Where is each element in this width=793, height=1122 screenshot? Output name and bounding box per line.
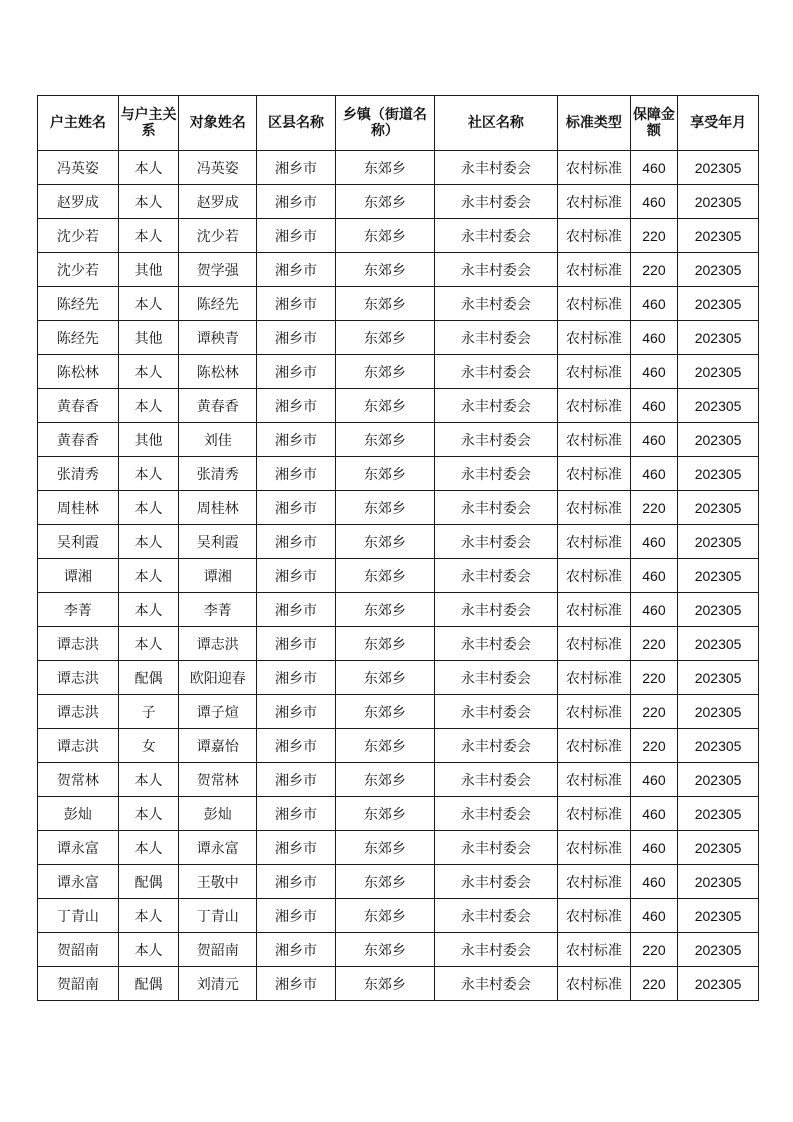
- community-cell: 永丰村委会: [434, 321, 557, 355]
- recipient-name-cell: 赵罗成: [179, 185, 257, 219]
- header-row: [38, 96, 759, 151]
- table-row: [38, 763, 759, 797]
- county-cell: 湘乡市: [257, 797, 336, 831]
- relation-cell: 其他: [118, 253, 179, 287]
- head-of-household-cell: 贺常林: [38, 763, 119, 797]
- head-of-household-cell: 谭志洪: [38, 695, 119, 729]
- table-row: [38, 287, 759, 321]
- standard-type-cell: 农村标准: [558, 899, 631, 933]
- county-cell: 湘乡市: [257, 423, 336, 457]
- standard-type-cell: 农村标准: [558, 321, 631, 355]
- table-row: [38, 899, 759, 933]
- period-cell: 202305: [678, 321, 759, 355]
- community-cell: 永丰村委会: [434, 695, 557, 729]
- county-cell: 湘乡市: [257, 593, 336, 627]
- amount-cell: 460: [630, 899, 677, 933]
- relation-cell: 配偶: [118, 661, 179, 695]
- community-cell: 永丰村委会: [434, 287, 557, 321]
- standard-type-cell: 农村标准: [558, 355, 631, 389]
- amount-header: 保障金额: [630, 96, 677, 151]
- period-cell: 202305: [678, 253, 759, 287]
- head-of-household-cell: 赵罗成: [38, 185, 119, 219]
- table-body: [38, 151, 759, 1001]
- standard-type-cell: 农村标准: [558, 627, 631, 661]
- table-row: [38, 695, 759, 729]
- table-row: [38, 491, 759, 525]
- community-cell: 永丰村委会: [434, 865, 557, 899]
- recipient-name-cell: 欧阳迎春: [179, 661, 257, 695]
- community-cell: 永丰村委会: [434, 797, 557, 831]
- recipient-name-cell: 张清秀: [179, 457, 257, 491]
- county-cell: 湘乡市: [257, 525, 336, 559]
- recipient-name-cell: 黄春香: [179, 389, 257, 423]
- county-cell: 湘乡市: [257, 219, 336, 253]
- community-cell: 永丰村委会: [434, 967, 557, 1001]
- amount-cell: 220: [630, 933, 677, 967]
- township-cell: 东郊乡: [335, 185, 434, 219]
- recipient-name-cell: 谭嘉怡: [179, 729, 257, 763]
- amount-cell: 220: [630, 729, 677, 763]
- table-row: [38, 593, 759, 627]
- standard-type-cell: 农村标准: [558, 763, 631, 797]
- period-cell: 202305: [678, 423, 759, 457]
- community-cell: 永丰村委会: [434, 763, 557, 797]
- relation-cell: 本人: [118, 287, 179, 321]
- county-cell: 湘乡市: [257, 661, 336, 695]
- head-of-household-cell: 谭永富: [38, 865, 119, 899]
- county-cell: 湘乡市: [257, 253, 336, 287]
- period-cell: 202305: [678, 933, 759, 967]
- county-cell: 湘乡市: [257, 899, 336, 933]
- table-row: [38, 253, 759, 287]
- relation-cell: 本人: [118, 797, 179, 831]
- standard-type-cell: 农村标准: [558, 933, 631, 967]
- relation-cell: 配偶: [118, 865, 179, 899]
- amount-cell: 460: [630, 151, 677, 185]
- community-cell: 永丰村委会: [434, 185, 557, 219]
- relation-cell: 其他: [118, 321, 179, 355]
- township-cell: 东郊乡: [335, 253, 434, 287]
- head-of-household-cell: 谭志洪: [38, 729, 119, 763]
- standard-type-cell: 农村标准: [558, 219, 631, 253]
- recipient-name-cell: 谭志洪: [179, 627, 257, 661]
- period-cell: 202305: [678, 967, 759, 1001]
- county-cell: 湘乡市: [257, 831, 336, 865]
- table-header: [38, 96, 759, 151]
- township-cell: 东郊乡: [335, 627, 434, 661]
- township-cell: 东郊乡: [335, 967, 434, 1001]
- township-cell: 东郊乡: [335, 491, 434, 525]
- county-cell: 湘乡市: [257, 355, 336, 389]
- standard-type-cell: 农村标准: [558, 831, 631, 865]
- township-cell: 东郊乡: [335, 593, 434, 627]
- head-of-household-cell: 冯英姿: [38, 151, 119, 185]
- period-cell: 202305: [678, 457, 759, 491]
- community-cell: 永丰村委会: [434, 559, 557, 593]
- amount-cell: 220: [630, 627, 677, 661]
- township-cell: 东郊乡: [335, 899, 434, 933]
- amount-cell: 460: [630, 423, 677, 457]
- head-of-household-cell: 黄春香: [38, 389, 119, 423]
- recipient-name-cell: 丁青山: [179, 899, 257, 933]
- head-of-household-cell: 丁青山: [38, 899, 119, 933]
- recipient-name-cell: 李菁: [179, 593, 257, 627]
- standard-type-cell: 农村标准: [558, 525, 631, 559]
- county-cell: 湘乡市: [257, 695, 336, 729]
- period-cell: 202305: [678, 219, 759, 253]
- relation-cell: 本人: [118, 763, 179, 797]
- table-row: [38, 389, 759, 423]
- amount-cell: 460: [630, 559, 677, 593]
- recipient-name-cell: 谭秧青: [179, 321, 257, 355]
- community-cell: 永丰村委会: [434, 525, 557, 559]
- relation-cell: 本人: [118, 593, 179, 627]
- recipient-name-cell: 刘佳: [179, 423, 257, 457]
- county-cell: 湘乡市: [257, 491, 336, 525]
- period-cell: 202305: [678, 355, 759, 389]
- community-cell: 永丰村委会: [434, 151, 557, 185]
- head-of-household-cell: 陈松林: [38, 355, 119, 389]
- amount-cell: 460: [630, 321, 677, 355]
- amount-cell: 220: [630, 253, 677, 287]
- head-of-household-cell: 吴利霞: [38, 525, 119, 559]
- amount-cell: 460: [630, 185, 677, 219]
- head-of-household-cell: 沈少若: [38, 253, 119, 287]
- head-of-household-cell: 贺韶南: [38, 933, 119, 967]
- head-of-household-header: 户主姓名: [38, 96, 119, 151]
- head-of-household-cell: 黄春香: [38, 423, 119, 457]
- community-cell: 永丰村委会: [434, 219, 557, 253]
- table-row: [38, 865, 759, 899]
- amount-cell: 220: [630, 967, 677, 1001]
- amount-cell: 460: [630, 593, 677, 627]
- county-cell: 湘乡市: [257, 967, 336, 1001]
- community-cell: 永丰村委会: [434, 729, 557, 763]
- recipient-name-cell: 彭灿: [179, 797, 257, 831]
- county-header: 区县名称: [257, 96, 336, 151]
- township-cell: 东郊乡: [335, 695, 434, 729]
- community-cell: 永丰村委会: [434, 491, 557, 525]
- table-row: [38, 151, 759, 185]
- amount-cell: 220: [630, 219, 677, 253]
- relation-cell: 本人: [118, 525, 179, 559]
- county-cell: 湘乡市: [257, 185, 336, 219]
- recipient-name-cell: 贺韶南: [179, 933, 257, 967]
- recipient-name-cell: 谭子煊: [179, 695, 257, 729]
- amount-cell: 460: [630, 525, 677, 559]
- community-header: 社区名称: [434, 96, 557, 151]
- county-cell: 湘乡市: [257, 151, 336, 185]
- standard-type-cell: 农村标准: [558, 967, 631, 1001]
- table-row: [38, 661, 759, 695]
- relation-cell: 本人: [118, 457, 179, 491]
- amount-cell: 220: [630, 491, 677, 525]
- standard-type-cell: 农村标准: [558, 253, 631, 287]
- amount-cell: 460: [630, 763, 677, 797]
- township-cell: 东郊乡: [335, 151, 434, 185]
- amount-cell: 220: [630, 695, 677, 729]
- township-cell: 东郊乡: [335, 321, 434, 355]
- head-of-household-cell: 谭志洪: [38, 627, 119, 661]
- relation-cell: 本人: [118, 491, 179, 525]
- recipient-name-cell: 刘清元: [179, 967, 257, 1001]
- standard-type-cell: 农村标准: [558, 695, 631, 729]
- community-cell: 永丰村委会: [434, 831, 557, 865]
- community-cell: 永丰村委会: [434, 933, 557, 967]
- township-cell: 东郊乡: [335, 933, 434, 967]
- recipient-name-cell: 贺常林: [179, 763, 257, 797]
- amount-cell: 460: [630, 355, 677, 389]
- recipient-name-cell: 冯英姿: [179, 151, 257, 185]
- period-cell: 202305: [678, 491, 759, 525]
- township-cell: 东郊乡: [335, 287, 434, 321]
- table-row: [38, 559, 759, 593]
- township-cell: 东郊乡: [335, 355, 434, 389]
- community-cell: 永丰村委会: [434, 593, 557, 627]
- community-cell: 永丰村委会: [434, 457, 557, 491]
- standard-type-cell: 农村标准: [558, 287, 631, 321]
- relation-cell: 本人: [118, 355, 179, 389]
- recipient-name-cell: 谭永富: [179, 831, 257, 865]
- county-cell: 湘乡市: [257, 287, 336, 321]
- head-of-household-cell: 彭灿: [38, 797, 119, 831]
- standard-type-cell: 农村标准: [558, 389, 631, 423]
- amount-cell: 460: [630, 797, 677, 831]
- period-cell: 202305: [678, 287, 759, 321]
- period-cell: 202305: [678, 593, 759, 627]
- standard-type-header: 标准类型: [558, 96, 631, 151]
- period-cell: 202305: [678, 865, 759, 899]
- county-cell: 湘乡市: [257, 389, 336, 423]
- recipient-name-cell: 沈少若: [179, 219, 257, 253]
- head-of-household-cell: 李菁: [38, 593, 119, 627]
- standard-type-cell: 农村标准: [558, 185, 631, 219]
- period-cell: 202305: [678, 661, 759, 695]
- relation-cell: 子: [118, 695, 179, 729]
- community-cell: 永丰村委会: [434, 423, 557, 457]
- amount-cell: 460: [630, 457, 677, 491]
- period-cell: 202305: [678, 831, 759, 865]
- community-cell: 永丰村委会: [434, 253, 557, 287]
- county-cell: 湘乡市: [257, 627, 336, 661]
- standard-type-cell: 农村标准: [558, 593, 631, 627]
- period-cell: 202305: [678, 559, 759, 593]
- township-cell: 东郊乡: [335, 763, 434, 797]
- period-cell: 202305: [678, 729, 759, 763]
- standard-type-cell: 农村标准: [558, 865, 631, 899]
- period-cell: 202305: [678, 763, 759, 797]
- head-of-household-cell: 陈经先: [38, 321, 119, 355]
- head-of-household-cell: 周桂林: [38, 491, 119, 525]
- amount-cell: 460: [630, 831, 677, 865]
- table-row: [38, 797, 759, 831]
- table-row: [38, 355, 759, 389]
- period-cell: 202305: [678, 389, 759, 423]
- table-row: [38, 933, 759, 967]
- relation-cell: 其他: [118, 423, 179, 457]
- recipient-name-cell: 王敬中: [179, 865, 257, 899]
- township-cell: 东郊乡: [335, 219, 434, 253]
- table-row: [38, 967, 759, 1001]
- relation-cell: 本人: [118, 219, 179, 253]
- township-cell: 东郊乡: [335, 797, 434, 831]
- relation-cell: 本人: [118, 185, 179, 219]
- relation-cell: 本人: [118, 933, 179, 967]
- recipient-name-cell: 贺学强: [179, 253, 257, 287]
- township-cell: 东郊乡: [335, 559, 434, 593]
- period-cell: 202305: [678, 151, 759, 185]
- period-cell: 202305: [678, 627, 759, 661]
- relation-header: 与户主关系: [118, 96, 179, 151]
- period-header: 享受年月: [678, 96, 759, 151]
- head-of-household-cell: 贺韶南: [38, 967, 119, 1001]
- township-cell: 东郊乡: [335, 525, 434, 559]
- standard-type-cell: 农村标准: [558, 729, 631, 763]
- township-cell: 东郊乡: [335, 661, 434, 695]
- recipient-name-cell: 吴利霞: [179, 525, 257, 559]
- township-cell: 东郊乡: [335, 457, 434, 491]
- recipient-name-cell: 周桂林: [179, 491, 257, 525]
- head-of-household-cell: 张清秀: [38, 457, 119, 491]
- recipient-name-cell: 谭湘: [179, 559, 257, 593]
- recipient-name-header: 对象姓名: [179, 96, 257, 151]
- standard-type-cell: 农村标准: [558, 661, 631, 695]
- relation-cell: 本人: [118, 831, 179, 865]
- township-cell: 东郊乡: [335, 831, 434, 865]
- table-row: [38, 423, 759, 457]
- county-cell: 湘乡市: [257, 559, 336, 593]
- county-cell: 湘乡市: [257, 763, 336, 797]
- relation-cell: 本人: [118, 899, 179, 933]
- relation-cell: 本人: [118, 559, 179, 593]
- period-cell: 202305: [678, 695, 759, 729]
- period-cell: 202305: [678, 797, 759, 831]
- relation-cell: 本人: [118, 627, 179, 661]
- standard-type-cell: 农村标准: [558, 491, 631, 525]
- county-cell: 湘乡市: [257, 457, 336, 491]
- period-cell: 202305: [678, 185, 759, 219]
- head-of-household-cell: 谭永富: [38, 831, 119, 865]
- table-row: [38, 457, 759, 491]
- recipient-name-cell: 陈经先: [179, 287, 257, 321]
- township-cell: 东郊乡: [335, 389, 434, 423]
- head-of-household-cell: 谭湘: [38, 559, 119, 593]
- table-row: [38, 321, 759, 355]
- county-cell: 湘乡市: [257, 933, 336, 967]
- standard-type-cell: 农村标准: [558, 797, 631, 831]
- relation-cell: 配偶: [118, 967, 179, 1001]
- table-row: [38, 185, 759, 219]
- table-row: [38, 729, 759, 763]
- period-cell: 202305: [678, 525, 759, 559]
- relation-cell: 本人: [118, 151, 179, 185]
- amount-cell: 460: [630, 287, 677, 321]
- community-cell: 永丰村委会: [434, 627, 557, 661]
- county-cell: 湘乡市: [257, 321, 336, 355]
- head-of-household-cell: 谭志洪: [38, 661, 119, 695]
- community-cell: 永丰村委会: [434, 355, 557, 389]
- table-row: [38, 831, 759, 865]
- county-cell: 湘乡市: [257, 729, 336, 763]
- township-cell: 东郊乡: [335, 865, 434, 899]
- community-cell: 永丰村委会: [434, 661, 557, 695]
- standard-type-cell: 农村标准: [558, 423, 631, 457]
- relation-cell: 本人: [118, 389, 179, 423]
- period-cell: 202305: [678, 899, 759, 933]
- township-header: 乡镇（街道名称）: [335, 96, 434, 151]
- table-row: [38, 627, 759, 661]
- amount-cell: 460: [630, 865, 677, 899]
- standard-type-cell: 农村标准: [558, 457, 631, 491]
- county-cell: 湘乡市: [257, 865, 336, 899]
- community-cell: 永丰村委会: [434, 389, 557, 423]
- table-row: [38, 525, 759, 559]
- standard-type-cell: 农村标准: [558, 559, 631, 593]
- amount-cell: 220: [630, 661, 677, 695]
- township-cell: 东郊乡: [335, 423, 434, 457]
- township-cell: 东郊乡: [335, 729, 434, 763]
- table-row: [38, 219, 759, 253]
- recipient-name-cell: 陈松林: [179, 355, 257, 389]
- head-of-household-cell: 沈少若: [38, 219, 119, 253]
- community-cell: 永丰村委会: [434, 899, 557, 933]
- standard-type-cell: 农村标准: [558, 151, 631, 185]
- amount-cell: 460: [630, 389, 677, 423]
- relation-cell: 女: [118, 729, 179, 763]
- head-of-household-cell: 陈经先: [38, 287, 119, 321]
- beneficiary-table: [37, 95, 759, 1001]
